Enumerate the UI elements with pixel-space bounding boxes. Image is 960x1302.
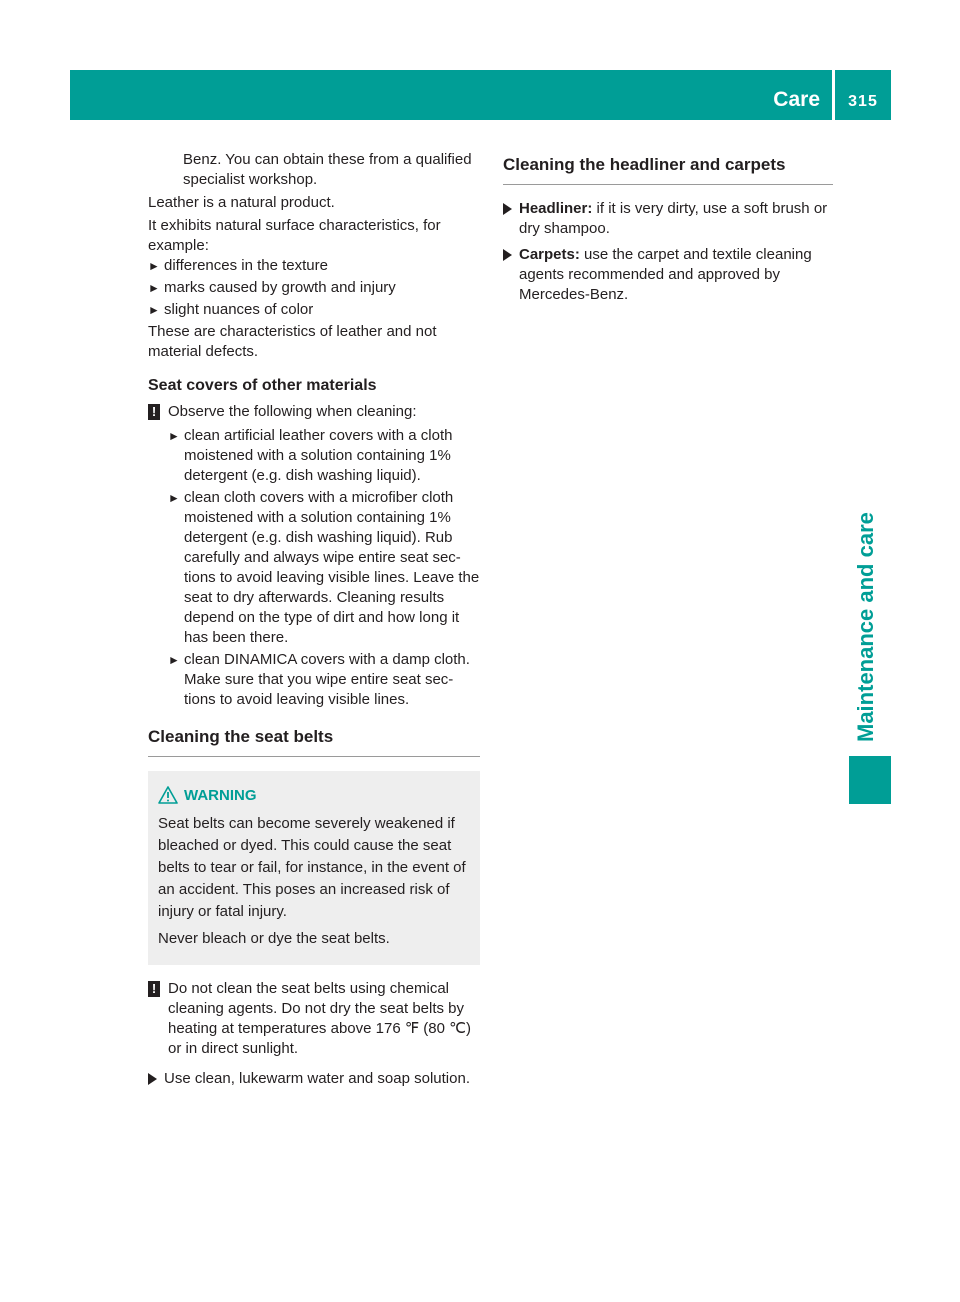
list-item	[168, 426, 480, 486]
bullet-icon: ►	[168, 491, 180, 505]
arrow-right-icon	[503, 249, 512, 261]
bullet-icon: ►	[148, 303, 160, 317]
list-item	[148, 300, 480, 320]
list-item	[148, 256, 480, 276]
bullet-icon: ►	[148, 259, 160, 273]
seat-belts-heading: Cleaning the seat belts	[148, 726, 480, 757]
seat-belts-step	[148, 1069, 480, 1089]
notice-text: Observe the following when cleaning:	[168, 403, 417, 420]
chapter-title: Care	[773, 88, 820, 111]
list-item-text: marks caused by growth and injury	[164, 279, 396, 296]
bullet-icon: ►	[148, 281, 160, 295]
headliner-step	[503, 199, 833, 239]
notice-text: Do not clean the seat belts using chemical cleaning agents. Do not dry the seat belts by heating at temperatures above 176 ℉ (80 ℃) or in direct sunlight.	[168, 980, 471, 1057]
step-label: Carpets:	[519, 246, 580, 263]
page-number: 315	[848, 93, 878, 110]
side-tab-marker	[849, 756, 891, 804]
exclamation-icon: !	[148, 404, 160, 420]
header-bar	[70, 70, 832, 120]
bullet-icon: ►	[168, 429, 180, 443]
bullet-icon: ►	[168, 653, 180, 667]
warning-label: WARNING	[184, 787, 257, 804]
seat-belts-notice	[148, 979, 480, 1059]
warning-triangle-icon	[158, 786, 178, 804]
list-item	[168, 650, 480, 710]
carpets-step	[503, 245, 833, 305]
list-item-text: clean DINAMICA covers with a damp cloth. Make sure that you wipe entire seat sec-tions to avoid leaving visible lines.	[184, 651, 470, 708]
side-tab-label: Maintenance and care	[853, 512, 878, 742]
step-text: if it is very dirty, use a soft brush or dry shampoo.	[519, 200, 828, 237]
arrow-right-icon	[148, 1073, 157, 1085]
list-item-text: clean artificial leather covers with a cloth moistened with a solution containing 1% detergent (e.g. dish washing liquid).	[184, 427, 453, 484]
list-item-text: clean cloth covers with a microfiber cloth moistened with a solution containing 1% detergent (e.g. dish washing liquid). Rub carefully and always wipe entire seat sec-tions to avoid leaving visible lines. Leave the seat to dry afterwards. Cleaning results depend on the type of dirt and how long it has been there.	[184, 489, 480, 646]
step-label: Headliner:	[519, 200, 593, 217]
step-text: Use clean, lukewarm water and soap solution.	[164, 1070, 470, 1087]
list-item-text: differences in the texture	[164, 257, 328, 274]
continuation-text: Benz. You can obtain these from a qualified specialist workshop.	[183, 151, 472, 188]
seat-covers-heading: Seat covers of other materials	[148, 377, 377, 394]
warning-text: Seat belts can become severely weakened if bleached or dyed. This could cause the seat belts to tear or fail, for instance, in the event of an accident. This poses an increased risk of injury or fatal injury.	[158, 815, 466, 920]
exclamation-icon: !	[148, 981, 160, 997]
warning-heading	[158, 785, 470, 807]
list-item-text: slight nuances of color	[164, 301, 314, 318]
step-text: use the carpet and textile cleaning agents recommended and approved by Mercedes-Benz.	[519, 246, 812, 303]
seat-covers-bullet-list	[168, 426, 480, 710]
warning-instruction: Never bleach or dye the seat belts.	[158, 930, 390, 947]
leather-paragraph-3: These are characteristics of leather and not material defects.	[148, 323, 437, 360]
seat-covers-notice	[148, 402, 480, 422]
left-column	[148, 150, 480, 1089]
right-column	[503, 150, 833, 305]
leather-paragraph-1: Leather is a natural product.	[148, 194, 335, 211]
leather-bullet-list	[148, 256, 480, 320]
leather-paragraph-2: It exhibits natural surface characteristics, for example:	[148, 217, 441, 254]
list-item	[168, 488, 480, 648]
headliner-carpets-heading: Cleaning the headliner and carpets	[503, 154, 833, 185]
list-item	[148, 278, 480, 298]
warning-box	[148, 771, 480, 965]
arrow-right-icon	[503, 203, 512, 215]
